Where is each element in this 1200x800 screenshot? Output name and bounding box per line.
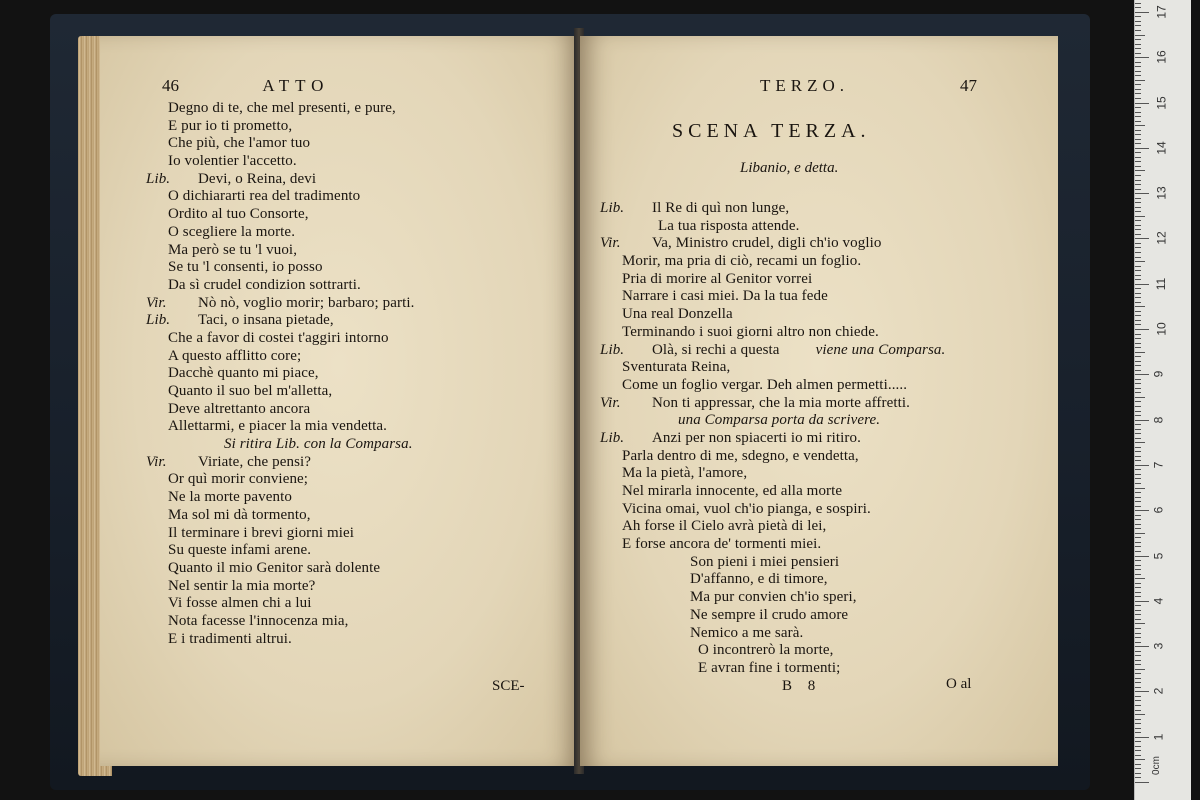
measuring-ruler bbox=[1134, 0, 1191, 800]
ruler-tick bbox=[1135, 16, 1141, 17]
ruler-tick bbox=[1135, 755, 1141, 756]
ruler-tick bbox=[1135, 578, 1145, 579]
speaker-label: Vir. bbox=[146, 294, 167, 311]
ruler-tick bbox=[1135, 741, 1141, 742]
ruler-tick bbox=[1135, 247, 1141, 248]
ruler-tick bbox=[1135, 279, 1141, 280]
ruler-tick bbox=[1135, 238, 1149, 239]
ruler-tick bbox=[1135, 406, 1141, 407]
ruler-tick bbox=[1135, 207, 1141, 208]
ruler-tick bbox=[1135, 574, 1141, 575]
ruler-tick bbox=[1135, 53, 1141, 54]
ruler-tick bbox=[1135, 524, 1141, 525]
ruler-tick bbox=[1135, 7, 1141, 8]
ruler-tick bbox=[1135, 705, 1141, 706]
ruler-label: 3 bbox=[1151, 642, 1166, 650]
speaker-line: Lib. Anzi per non spiacerti io mi ritiro. bbox=[600, 429, 861, 446]
ruler-tick bbox=[1135, 759, 1145, 760]
verse-line: A questo afflitto core; bbox=[168, 347, 302, 364]
ruler-tick bbox=[1135, 619, 1141, 620]
ruler-tick bbox=[1135, 103, 1149, 104]
speaker-label: Vir. bbox=[146, 453, 167, 470]
ruler-tick bbox=[1135, 116, 1141, 117]
ruler-tick bbox=[1135, 633, 1141, 634]
verse-line: Ne la morte pavento bbox=[168, 489, 292, 506]
ruler-tick bbox=[1135, 134, 1141, 135]
ruler-tick bbox=[1135, 139, 1141, 140]
ruler-tick bbox=[1135, 62, 1141, 63]
ruler-tick bbox=[1135, 587, 1141, 588]
ruler-tick bbox=[1135, 257, 1141, 258]
ruler-tick bbox=[1135, 420, 1149, 421]
verse-line: Il terminare i brevi giorni miei bbox=[168, 524, 355, 541]
ruler-tick bbox=[1135, 98, 1141, 99]
ruler-tick bbox=[1135, 777, 1141, 778]
ruler-tick bbox=[1135, 225, 1141, 226]
ruler-label: 12 bbox=[1154, 231, 1169, 246]
ruler-tick bbox=[1135, 447, 1141, 448]
ruler-tick bbox=[1135, 560, 1141, 561]
ruler-tick bbox=[1135, 365, 1141, 366]
ruler-tick bbox=[1135, 66, 1141, 67]
ruler-tick bbox=[1135, 334, 1141, 335]
verse-line: E i tradimenti altrui. bbox=[168, 630, 292, 647]
ruler-tick bbox=[1135, 306, 1145, 307]
speaker-line: Lib. Il Re di quì non lunge, bbox=[600, 200, 790, 216]
ruler-tick bbox=[1135, 57, 1149, 58]
ruler-tick bbox=[1135, 311, 1141, 312]
ruler-tick bbox=[1135, 710, 1141, 711]
ruler-tick bbox=[1135, 429, 1141, 430]
ruler-label: 8 bbox=[1151, 416, 1166, 423]
speaker-line: Vir. Nò nò, voglio morir; barbaro; parti. bbox=[146, 294, 415, 311]
ruler-tick bbox=[1135, 515, 1141, 516]
right-page-number: 47 bbox=[960, 76, 977, 95]
speaker-label: Lib. bbox=[600, 200, 625, 216]
stage-direction: una Comparsa porta da scrivere. bbox=[678, 412, 881, 429]
ruler-tick bbox=[1135, 284, 1149, 285]
ruler-tick bbox=[1135, 637, 1141, 638]
ruler-tick bbox=[1135, 465, 1149, 466]
ruler-tick bbox=[1135, 75, 1141, 76]
ruler-tick bbox=[1135, 166, 1141, 167]
ruler-label: 4 bbox=[1151, 597, 1166, 605]
ruler-tick bbox=[1135, 21, 1141, 22]
ruler-tick bbox=[1135, 379, 1141, 380]
verse-line: Deve altrettanto ancora bbox=[168, 400, 311, 417]
verse-line: E forse ancora de' tormenti miei. bbox=[622, 536, 822, 553]
ruler-tick bbox=[1135, 184, 1141, 185]
ruler-tick bbox=[1135, 768, 1141, 769]
ruler-tick bbox=[1135, 782, 1149, 783]
ruler-tick bbox=[1135, 374, 1149, 375]
ruler-tick bbox=[1135, 343, 1141, 344]
ruler-tick bbox=[1135, 361, 1141, 362]
ruler-tick bbox=[1135, 44, 1141, 45]
ruler-tick bbox=[1135, 501, 1141, 502]
ruler-tick bbox=[1135, 605, 1141, 606]
ruler-tick bbox=[1135, 211, 1141, 212]
ruler-tick bbox=[1135, 614, 1141, 615]
ruler-tick bbox=[1135, 528, 1141, 529]
ruler-label: 13 bbox=[1154, 186, 1169, 200]
verse-line: O scegliere la morte. bbox=[168, 223, 296, 240]
left-page-number: 46 bbox=[162, 76, 179, 95]
ruler-tick bbox=[1135, 383, 1141, 384]
verse-line: Che più, che l'amor tuo bbox=[168, 135, 311, 152]
speaker-line: Lib. Taci, o insana pietade, bbox=[146, 312, 334, 329]
ruler-tick bbox=[1135, 320, 1141, 321]
speaker-label: Lib. bbox=[146, 170, 171, 187]
ruler-tick bbox=[1135, 714, 1145, 715]
signature-mark: B 8 bbox=[782, 678, 822, 694]
verse-line: Una real Donzella bbox=[622, 306, 733, 323]
ruler-tick bbox=[1135, 483, 1141, 484]
right-running-head: TERZO. bbox=[760, 76, 850, 95]
ruler-tick bbox=[1135, 592, 1141, 593]
speaker-label: Vir. bbox=[600, 235, 621, 252]
ruler-label: 16 bbox=[1154, 50, 1169, 64]
ruler-tick bbox=[1135, 610, 1141, 611]
verse-line: Io volentier l'accetto. bbox=[168, 153, 297, 170]
ruler-tick bbox=[1135, 261, 1145, 262]
ruler-tick bbox=[1135, 519, 1141, 520]
verse-line: Dacchè quanto mi piace, bbox=[168, 365, 319, 382]
verse-line: Come un foglio vergar. Deh almen permetti..... bbox=[622, 376, 908, 393]
verse-line: Sventurata Reina, bbox=[622, 359, 731, 376]
ruler-unit-label: 0cm bbox=[1150, 756, 1162, 775]
verse-line: Quanto il mio Genitor sarà dolente bbox=[168, 559, 381, 576]
verse-line: Ordito al tuo Consorte, bbox=[168, 206, 309, 223]
ruler-tick bbox=[1135, 537, 1141, 538]
ruler-tick bbox=[1135, 696, 1141, 697]
ruler-tick bbox=[1135, 700, 1141, 701]
right-catchword: O al bbox=[946, 676, 972, 692]
ruler-label: 11 bbox=[1154, 277, 1169, 290]
verse-line: Vi fosse almen chi a lui bbox=[168, 595, 312, 612]
ruler-tick bbox=[1135, 35, 1145, 36]
ruler-tick bbox=[1135, 719, 1141, 720]
ruler-tick bbox=[1135, 773, 1141, 774]
ruler-tick bbox=[1135, 270, 1141, 271]
verse-line: Ah forse il Cielo avrà pietà di lei, bbox=[622, 518, 827, 535]
ruler-label: 2 bbox=[1151, 688, 1166, 695]
ruler-tick bbox=[1135, 510, 1149, 511]
ruler-tick bbox=[1135, 438, 1141, 439]
aria-line: O incontrerò la morte, bbox=[698, 642, 834, 659]
ruler-tick bbox=[1135, 415, 1141, 416]
ruler-tick bbox=[1135, 189, 1141, 190]
speaker-line: Vir. Va, Ministro crudel, digli ch'io voglio bbox=[600, 235, 882, 252]
ruler-tick bbox=[1135, 460, 1141, 461]
ruler-tick bbox=[1135, 288, 1141, 289]
stage-direction-inline: viene una Comparsa. bbox=[815, 341, 946, 358]
ruler-tick bbox=[1135, 48, 1141, 49]
ruler-tick bbox=[1135, 39, 1141, 40]
verse-line: La tua risposta attende. bbox=[658, 217, 800, 234]
scene-title: SCENA TERZA. bbox=[672, 120, 871, 142]
ruler-tick bbox=[1135, 506, 1141, 507]
ruler-tick bbox=[1135, 655, 1141, 656]
ruler-tick bbox=[1135, 746, 1141, 747]
verse-line: Terminando i suoi giorni altro non chiede. bbox=[622, 323, 879, 340]
ruler-tick bbox=[1135, 161, 1141, 162]
ruler-tick bbox=[1135, 388, 1141, 389]
ruler-label: 7 bbox=[1151, 461, 1166, 469]
ruler-tick bbox=[1135, 170, 1145, 171]
ruler-tick bbox=[1135, 646, 1149, 647]
speaker-label: Lib. bbox=[146, 312, 171, 329]
scene-subtitle: Libanio, e detta. bbox=[740, 160, 839, 176]
verse-line: Ma però se tu 'l vuoi, bbox=[168, 241, 298, 258]
verse-line: Nota facesse l'innocenza mia, bbox=[168, 612, 349, 629]
ruler-tick bbox=[1135, 352, 1145, 353]
ruler-tick bbox=[1135, 175, 1141, 176]
ruler-tick bbox=[1135, 80, 1145, 81]
ruler-tick bbox=[1135, 732, 1141, 733]
right-text-block bbox=[600, 200, 1050, 678]
ruler-label: 17 bbox=[1154, 5, 1169, 19]
verse-line: Allettarmi, e piacer la mia vendetta. bbox=[168, 418, 388, 435]
ruler-label: 1 bbox=[1151, 733, 1166, 741]
ruler-tick bbox=[1135, 93, 1141, 94]
ruler-tick bbox=[1135, 329, 1149, 330]
verse-line: Ma la pietà, l'amore, bbox=[622, 465, 748, 482]
ruler-tick bbox=[1135, 89, 1141, 90]
ruler-label: 9 bbox=[1151, 370, 1166, 378]
ruler-tick bbox=[1135, 315, 1141, 316]
left-head-title: ATTO bbox=[262, 76, 330, 95]
ruler-tick bbox=[1135, 152, 1141, 153]
ruler-tick bbox=[1135, 220, 1141, 221]
ruler-tick bbox=[1135, 130, 1141, 131]
ruler-tick bbox=[1135, 737, 1149, 738]
ruler-tick bbox=[1135, 30, 1141, 31]
verse-line: Parla dentro di me, sdegno, e vendetta, bbox=[622, 447, 859, 464]
ruler-tick bbox=[1135, 252, 1141, 253]
ruler-tick bbox=[1135, 497, 1141, 498]
ruler-tick bbox=[1135, 324, 1141, 325]
ruler-tick bbox=[1135, 401, 1141, 402]
ruler-tick bbox=[1135, 157, 1141, 158]
ruler-tick bbox=[1135, 660, 1141, 661]
ruler-tick bbox=[1135, 234, 1141, 235]
ruler-label: 10 bbox=[1154, 322, 1169, 336]
verse-line: Nel mirarla innocente, ed alla morte bbox=[622, 483, 843, 499]
ruler-tick bbox=[1135, 125, 1145, 126]
verse-line: Vicina omai, vuol ch'io pianga, e sospiri. bbox=[622, 500, 871, 517]
verse-line: Pria di morire al Genitor vorrei bbox=[622, 270, 813, 287]
ruler-tick bbox=[1135, 148, 1149, 149]
ruler-tick bbox=[1135, 596, 1141, 597]
speaker-label: Vir. bbox=[600, 394, 621, 411]
left-page bbox=[100, 36, 578, 766]
verse-line: Che a favor di costei t'aggiri intorno bbox=[168, 329, 389, 346]
ruler-tick bbox=[1135, 338, 1141, 339]
ruler-tick bbox=[1135, 112, 1141, 113]
verse-line: Degno di te, che mel presenti, e pure, bbox=[168, 100, 396, 116]
ruler-tick bbox=[1135, 347, 1141, 348]
verse-line: Quanto il suo bel m'alletta, bbox=[168, 383, 333, 399]
aria-line: Ne sempre il crudo amore bbox=[690, 606, 849, 623]
left-text-block bbox=[146, 100, 566, 648]
ruler-tick bbox=[1135, 488, 1145, 489]
ruler-tick bbox=[1135, 628, 1141, 629]
ruler-tick bbox=[1135, 546, 1141, 547]
speaker-line: Lib. Olà, si rechi a questa viene una Comparsa. bbox=[600, 341, 946, 358]
left-running-head bbox=[162, 76, 329, 96]
verse-line: Ma sol mi dà tormento, bbox=[168, 506, 311, 523]
ruler-tick bbox=[1135, 297, 1141, 298]
ruler-tick bbox=[1135, 25, 1141, 26]
ruler-tick bbox=[1135, 302, 1141, 303]
ruler-tick bbox=[1135, 682, 1141, 683]
left-catchword: SCE- bbox=[492, 678, 525, 694]
ruler-tick bbox=[1135, 411, 1141, 412]
ruler-tick bbox=[1135, 687, 1141, 688]
ruler-tick bbox=[1135, 691, 1149, 692]
verse-line: Nel sentir la mia morte? bbox=[168, 577, 316, 594]
verse-line: Su queste infami arene. bbox=[168, 542, 312, 559]
ruler-tick bbox=[1135, 202, 1141, 203]
ruler-tick bbox=[1135, 569, 1141, 570]
verse-line: Morir, ma pria di ciò, recami un foglio. bbox=[622, 253, 862, 270]
verse-line: Da sì crudel condizion sottrarti. bbox=[168, 276, 361, 293]
ruler-tick bbox=[1135, 456, 1141, 457]
ruler-tick bbox=[1135, 642, 1141, 643]
ruler-tick bbox=[1135, 392, 1141, 393]
ruler-tick bbox=[1135, 750, 1141, 751]
verse-line: E pur io ti prometto, bbox=[168, 117, 293, 134]
ruler-label: 5 bbox=[1151, 552, 1166, 559]
ruler-tick bbox=[1135, 198, 1141, 199]
ruler-tick bbox=[1135, 764, 1141, 765]
ruler-tick bbox=[1135, 397, 1145, 398]
ruler-tick bbox=[1135, 3, 1141, 4]
ruler-tick bbox=[1135, 565, 1141, 566]
ruler-tick bbox=[1135, 121, 1141, 122]
ruler-tick bbox=[1135, 356, 1141, 357]
speaker-line: Vir. Viriate, che pensi? bbox=[146, 453, 312, 470]
ruler-tick bbox=[1135, 728, 1141, 729]
verse-line: Or quì morir conviene; bbox=[168, 471, 309, 488]
ruler-tick bbox=[1135, 583, 1141, 584]
verse-line: Se tu 'l consenti, io posso bbox=[168, 259, 323, 276]
speaker-line: Vir. Non ti appressar, che la mia morte affretti. bbox=[600, 394, 911, 411]
ruler-label: 14 bbox=[1154, 141, 1169, 155]
ruler-tick bbox=[1135, 669, 1145, 670]
speaker-label: Lib. bbox=[600, 341, 625, 358]
ruler-tick bbox=[1135, 556, 1149, 557]
ruler-tick bbox=[1135, 551, 1141, 552]
ruler-tick bbox=[1135, 180, 1141, 181]
aria-line: E avran fine i tormenti; bbox=[698, 659, 841, 676]
ruler-tick bbox=[1135, 664, 1141, 665]
ruler-tick bbox=[1135, 229, 1141, 230]
aria-line: Son pieni i miei pensieri bbox=[690, 553, 840, 570]
ruler-tick bbox=[1135, 601, 1149, 602]
ruler-tick bbox=[1135, 12, 1149, 13]
ruler-tick bbox=[1135, 533, 1145, 534]
ruler-tick bbox=[1135, 275, 1141, 276]
ruler-tick bbox=[1135, 469, 1141, 470]
ruler-tick bbox=[1135, 478, 1141, 479]
verse-line: Narrare i casi miei. Da la tua fede bbox=[622, 288, 828, 305]
ruler-tick bbox=[1135, 678, 1141, 679]
speaker-label: Lib. bbox=[600, 429, 625, 446]
right-page bbox=[580, 36, 1058, 766]
ruler-tick bbox=[1135, 542, 1141, 543]
ruler-label: 6 bbox=[1151, 506, 1166, 514]
ruler-tick bbox=[1135, 243, 1141, 244]
ruler-tick bbox=[1135, 266, 1141, 267]
ruler-tick bbox=[1135, 723, 1141, 724]
aria-line: D'affanno, e di timore, bbox=[690, 571, 828, 588]
ruler-tick bbox=[1135, 107, 1141, 108]
aria-line: Ma pur convien ch'io speri, bbox=[690, 589, 857, 606]
ruler-tick bbox=[1135, 442, 1145, 443]
ruler-tick bbox=[1135, 433, 1141, 434]
ruler-label: 15 bbox=[1154, 95, 1169, 110]
ruler-tick bbox=[1135, 84, 1141, 85]
ruler-tick bbox=[1135, 623, 1145, 624]
ruler-tick bbox=[1135, 143, 1141, 144]
ruler-tick bbox=[1135, 492, 1141, 493]
ruler-tick bbox=[1135, 451, 1141, 452]
ruler-tick bbox=[1135, 370, 1141, 371]
verse-line: O dichiararti rea del tradimento bbox=[168, 188, 361, 205]
ruler-tick bbox=[1135, 193, 1149, 194]
ruler-tick bbox=[1135, 424, 1141, 425]
stage-direction: Si ritira Lib. con la Comparsa. bbox=[224, 436, 413, 453]
aria-line: Nemico a me sarà. bbox=[690, 624, 804, 641]
ruler-tick bbox=[1135, 216, 1145, 217]
speaker-line: Lib. Devi, o Reina, devi bbox=[146, 170, 317, 187]
ruler-tick bbox=[1135, 474, 1141, 475]
ruler-tick bbox=[1135, 293, 1141, 294]
ruler-tick bbox=[1135, 71, 1141, 72]
ruler-tick bbox=[1135, 651, 1141, 652]
ruler-tick bbox=[1135, 673, 1141, 674]
